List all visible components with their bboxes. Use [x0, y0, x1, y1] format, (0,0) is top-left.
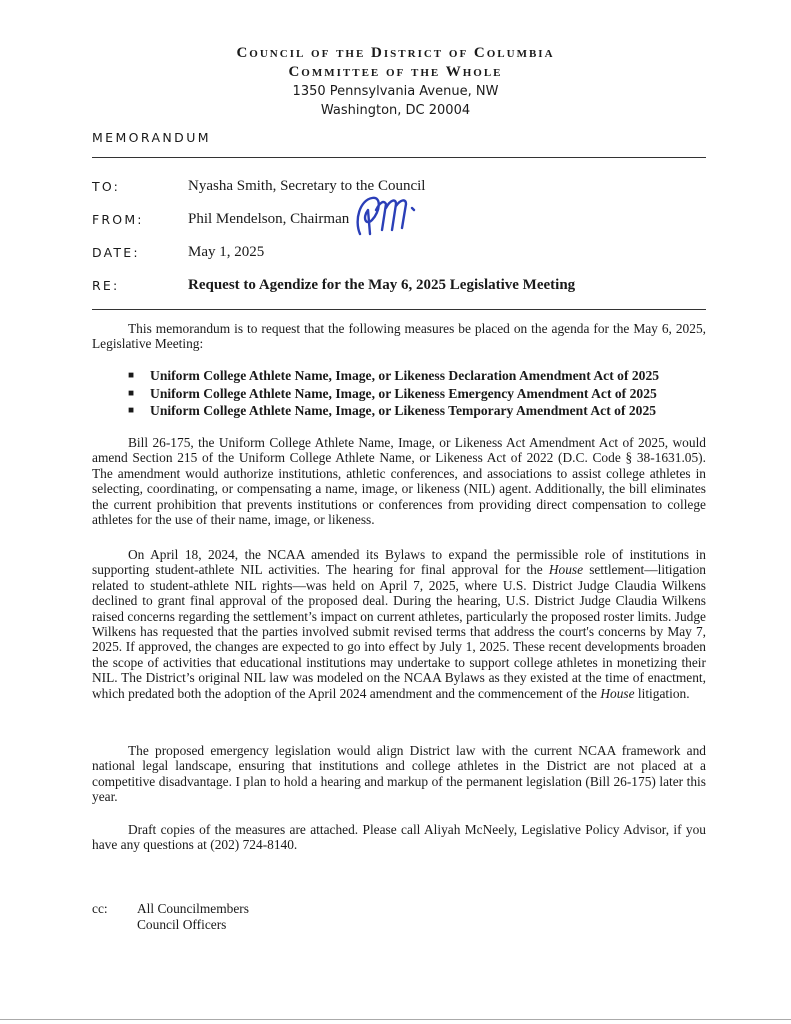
from-value: Phil Mendelson, Chairman — [188, 211, 350, 227]
fields-rule — [92, 309, 706, 310]
measures-list — [128, 367, 659, 420]
emergency-paragraph: The proposed emergency legislation would align District law with the current NCAA framework and national legal landscape, ensuring that institutions and college athletes in the District are not placed at a competitive disadvantage. I plan to hold a hearing and markup of the permanent legislation (Bill 26-175) later this year. — [92, 743, 706, 805]
signature-image — [352, 190, 422, 240]
contact-paragraph: Draft copies of the measures are attached. Please call Aliyah McNeely, Legislative Policy Advisor, if you have any questions at (202) 724-8140. — [92, 822, 706, 853]
cc-recipient: Council Officers — [137, 917, 227, 932]
measure-item: ■ Uniform College Athlete Name, Image, or Likeness Temporary Amendment Act of 2025 — [128, 403, 657, 418]
cc-label: cc: — [92, 901, 108, 916]
re-label: RE: — [92, 278, 120, 293]
letterhead-committee: Committee of the Whole — [288, 64, 503, 80]
cc-recipient: All Councilmembers — [137, 901, 249, 916]
from-label: FROM: — [92, 212, 144, 227]
bill-paragraph: Bill 26-175, the Uniform College Athlete Name, Image, or Likeness Act Amendment Act of 2025, would amend Section 215 of the Uniform College Athlete Name, or Likeness Act of 2022 (D.C. Code § 38-1631.05). The amendment would authorize institutions, athletic conferences, and associations to assist college athletes in selecting, coordinating, or compensating a name, image, or likeness (NIL) agent. Additionally, the bill eliminates the current prohibition that prevents institutions or conferences from providing direct compensation to college athletes for the use of their name, image, or likeness. — [92, 435, 706, 528]
header-rule — [92, 157, 706, 158]
house-italic: House — [600, 685, 635, 701]
to-value: Nyasha Smith, Secretary to the Council — [188, 178, 426, 194]
re-value: Request to Agendize for the May 6, 2025 Legislative Meeting — [188, 277, 576, 293]
measure-item: ■ Uniform College Athlete Name, Image, or Likeness Declaration Amendment Act of 2025 — [128, 368, 660, 383]
letterhead-council: Council of the District of Columbia — [236, 45, 555, 61]
measure-item: ■ Uniform College Athlete Name, Image, or Likeness Emergency Amendment Act of 2025 — [128, 385, 657, 401]
letterhead-street: 1350 Pennsylvania Avenue, NW — [292, 84, 499, 99]
letterhead-city: Washington, DC 20004 — [320, 103, 471, 118]
cc-list — [137, 901, 249, 933]
date-value: May 1, 2025 — [188, 244, 265, 260]
ncaa-paragraph: On April 18, 2024, the NCAA amended its Bylaws to expand the permissible role of institutions in supporting student-athlete NIL activities. The hearing for final approval for the House settlement—litigation related to student-athlete NIL rights—was held on April 7, 2025, where U.S. District Judge Claudia Wilkens declined to grant final approval of the proposed deal. During the hearing, U.S. District Judge Claudia Wilkens raised concerns regarding the settlement’s impact on current athletes, particularly the proposed roster limits. Judge Wilkens has requested that the parties involved submit revised terms that address the court's concerns by May 7, 2025. If approved, the changes are expected to go into effect by July 1, 2025. These recent developments broaden the scope of activities that educational institutions may undertake to support college athletes in monetizing their NIL. The District’s original NIL law was modeled on the NCAA Bylaws as they existed at the time of enactment, which predated both the adoption of the April 2024 amendment and the commencement of the House litigation. — [92, 547, 706, 701]
letterhead — [0, 44, 791, 120]
house-italic: House — [548, 562, 584, 578]
intro-paragraph: This memorandum is to request that the following measures be placed on the agenda for the May 6, 2025, Legislative Meeting: — [92, 321, 706, 352]
footer-rule — [0, 1019, 791, 1020]
memorandum-label: MEMORANDUM — [92, 130, 211, 145]
to-label: TO: — [92, 179, 121, 194]
date-label: DATE: — [92, 245, 140, 260]
